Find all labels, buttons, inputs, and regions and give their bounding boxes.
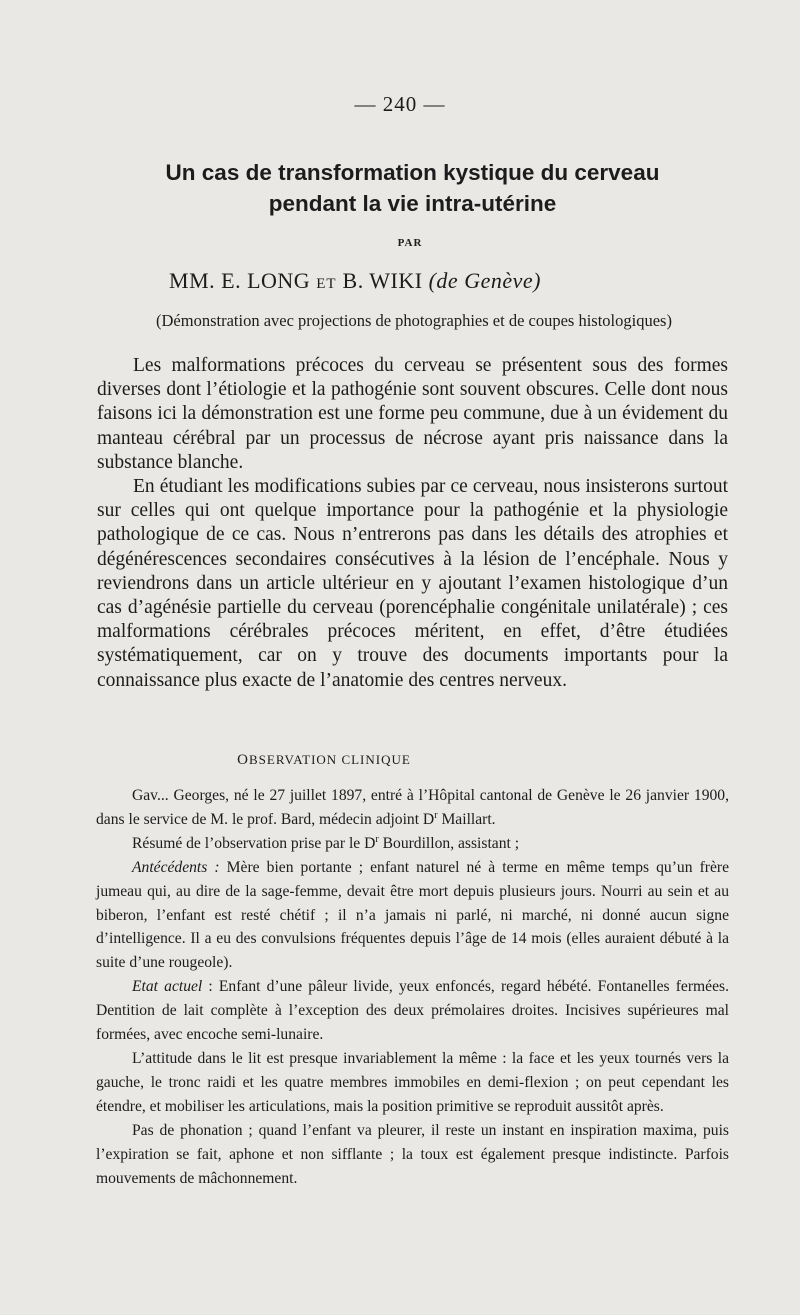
observation-paragraph	[96, 975, 729, 1047]
observation-label: Etat actuel	[132, 978, 203, 996]
authors-et: ET	[316, 276, 337, 292]
observation-text-run: Maillart.	[437, 810, 496, 828]
observation-text-run: : Enfant d’une pâleur livide, yeux enfoncés, regard hébété. Fontanelles fermées. Dentition de lait complète à l’exception des deux prémolaires droites. Incisives supérieures mal formées, avec encoche semi-lunaire.	[96, 978, 729, 1044]
observation-paragraph: Pas de phonation ; quand l’enfant va pleurer, il reste un instant en inspiration maxima, puis l’expiration se fait, aphone et non sifflante ; la toux est également presque indistincte. Parfois mouvements de mâchonnement.	[96, 1121, 729, 1187]
page-number: — 240 —	[354, 92, 446, 116]
observation-text-run: Mère bien portante ; enfant naturel né à terme en même temps qu’un frère jumeau qui, au dire de la sage-femme, devait être mort depuis plusieurs jours. Nourri au sein et au biberon, l’enfant est resté chétif ; il n’a jamais ni parlé, ni marché, ni donné aucun signe d’intelligence. Il a eu des convulsions fréquentes depuis l’âge de 14 mois (elles auraient débuté à la suite d’une rougeole).	[96, 858, 729, 972]
intro-paragraph-2: En étudiant les modifications subies par ce cerveau, nous insisterons surtout sur celles qui ont quelque importance pour la pathogénie et la physiologie pathologique de ce cas. Nous n’entrerons pas dans les détails des atrophies et dégénérescences secondaires consécutives à la lésion de l’encéphale. Nous y reviendrons dans un article ultérieur en y ajoutant l’examen histologique d’un cas d’agénésie partielle du cerveau (porencéphalie congénitale unilatérale) ; ces malformations cérébrales précoces méritent, en effet, d’être étudiées systématiquement, car on y trouve des documents importants pour la connaissance plus exacte de l’anatomie des centres nerveux.	[97, 476, 728, 691]
section-heading-rest: BSERVATION CLINIQUE	[249, 752, 411, 767]
title-line-2: pendant la vie intra-utérine	[268, 191, 557, 216]
byline-authors	[0, 268, 710, 294]
observation-paragraph	[96, 784, 729, 832]
authors-second: B. WIKI	[342, 268, 423, 293]
demonstration-note: (Démonstration avec projections de photographies et de coupes histologiques)	[156, 311, 672, 330]
observation-text-run: Résumé de l’observation prise par le D	[132, 834, 376, 852]
section-heading	[0, 752, 648, 769]
article-title	[60, 157, 765, 219]
section-heading-initial: O	[237, 752, 250, 768]
observation-text-run: Bourdillon, assistant ;	[378, 834, 520, 852]
observation-text	[96, 784, 729, 1190]
title-line-1: Un cas de transformation kystique du cerveau	[165, 160, 660, 185]
observation-text-run: Gav... Georges, né le 27 juillet 1897, entré à l’Hôpital cantonal de Genève le 26 janvier 1900, dans le service de M. le prof. Bard, médecin adjoint D	[96, 787, 729, 828]
observation-paragraph	[96, 856, 729, 976]
observation-paragraph: L’attitude dans le lit est presque invariablement la même : la face et les yeux tournés vers la gauche, le tronc raidi et les quatre membres immobiles en demi-flexion ; on peut cependant les étendre, et mobiliser les articulations, mais la position primitive se reproduit aussitôt après.	[96, 1049, 729, 1115]
intro-paragraph-1: Les malformations précoces du cerveau se présentent sous des formes diverses dont l’étiologie et la pathogénie sont souvent obscures. Celle dont nous faisons ici la démonstration est une forme peu commune, due à un évidement du manteau cérébral par un processus de nécrose ayant pris naissance dans la substance blanche.	[97, 355, 728, 473]
superscript: r	[375, 833, 379, 845]
observation-label: Antécédents :	[132, 858, 220, 876]
authors-affiliation: (de Genève)	[428, 268, 541, 293]
observation-paragraph	[96, 832, 729, 856]
intro-text	[97, 354, 728, 693]
authors-first: MM. E. LONG	[169, 268, 311, 293]
superscript: r	[434, 809, 438, 821]
byline-par: PAR	[397, 237, 423, 249]
